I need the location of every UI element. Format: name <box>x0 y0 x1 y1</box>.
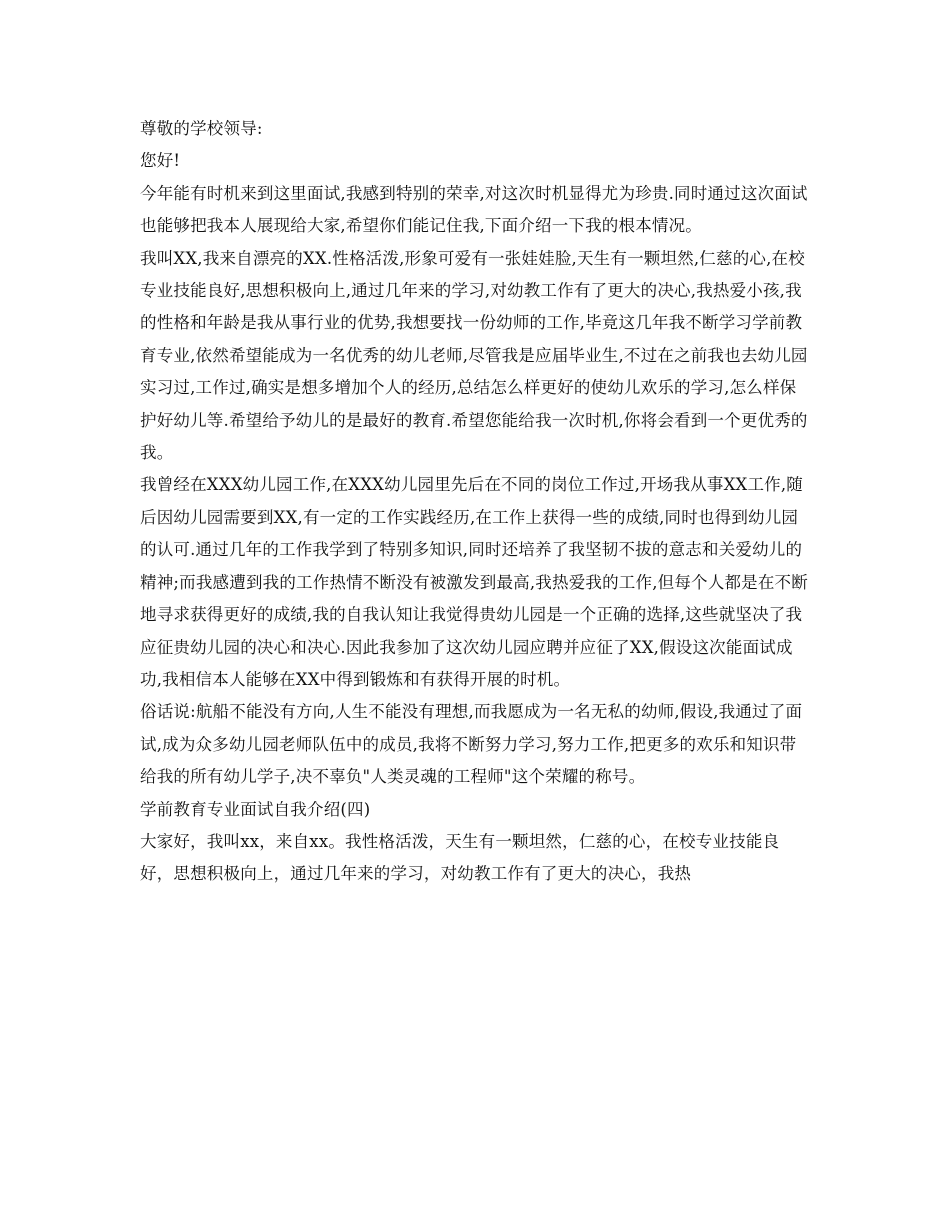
paragraph-self-description: 我叫XX,我来自漂亮的XX.性格活泼,形象可爱有一张娃娃脸,天生有一颗坦然,仁慈的心,在校专业技能良好,思想积极向上,通过几年来的学习,对幼教工作有了更大的决心,我热爱小孩,我的性格和年龄是我从事行业的优势,我想要找一份幼师的工作,毕竟这几年我不断学习学前教育专业,依然希望能成为一名优秀的幼儿老师,尽管我是应届毕业生,不过在之前我也去幼儿园实习过,工作过,确实是想多增加个人的经历,总结怎么样更好的使幼儿欢乐的学习,怎么样保护好幼儿等.希望给予幼儿的是最好的教育.希望您能给我一次时机,你将会看到一个更优秀的我。 <box>140 248 808 463</box>
paragraph-work-experience: 我曾经在XXX幼儿园工作,在XXX幼儿园里先后在不同的岗位工作过,开场我从事XX工作,随后因幼儿园需要到XX,有一定的工作实践经历,在工作上获得一些的成绩,同时也得到幼儿园的认可.通过几年的工作我学到了特别多知识,同时还培养了我坚韧不拔的意志和关爱幼儿的精神;而我感遭到我的工作热情不断没有被激发到最高,我热爱我的工作,但每个人都是在不断地寻求获得更好的成绩,我的自我认知让我觉得贵幼儿园是一个正确的选择,这些就坚决了我应征贵幼儿园的决心和决心.因此我参加了这次幼儿园应聘并应征了XX,假设这次能面试成功,我相信本人能够在XX中得到锻炼和有获得开展的时机。 <box>140 475 808 689</box>
paragraph-section-four: 大家好，我叫xx，来自xx。我性格活泼，天生有一颗坦然，仁慈的心，在校专业技能良好，思想积极向上，通过几年来的学习，对幼教工作有了更大的决心，我热 <box>140 831 780 884</box>
document-body <box>140 113 810 891</box>
section-heading: 学前教育专业面试自我介绍(四) <box>140 799 371 819</box>
paragraph-aspiration: 俗话说:航船不能没有方向,人生不能没有理想,而我愿成为一名无私的幼师,假设,我通过了面试,成为众多幼儿园老师队伍中的成员,我将不断努力学习,努力工作,把更多的欢乐和知识带给我的所有幼儿学子,决不辜负"人类灵魂的工程师"这个荣耀的称号。 <box>140 702 803 787</box>
salutation: 尊敬的学校领导: <box>140 119 263 138</box>
paragraph-intro: 今年能有时机来到这里面试,我感到特别的荣幸,对这次时机显得尤为珍贵.同时通过这次面试也能够把我本人展现给大家,希望你们能记住我,下面介绍一下我的根本情况。 <box>140 183 808 236</box>
greeting: 您好! <box>140 151 181 171</box>
